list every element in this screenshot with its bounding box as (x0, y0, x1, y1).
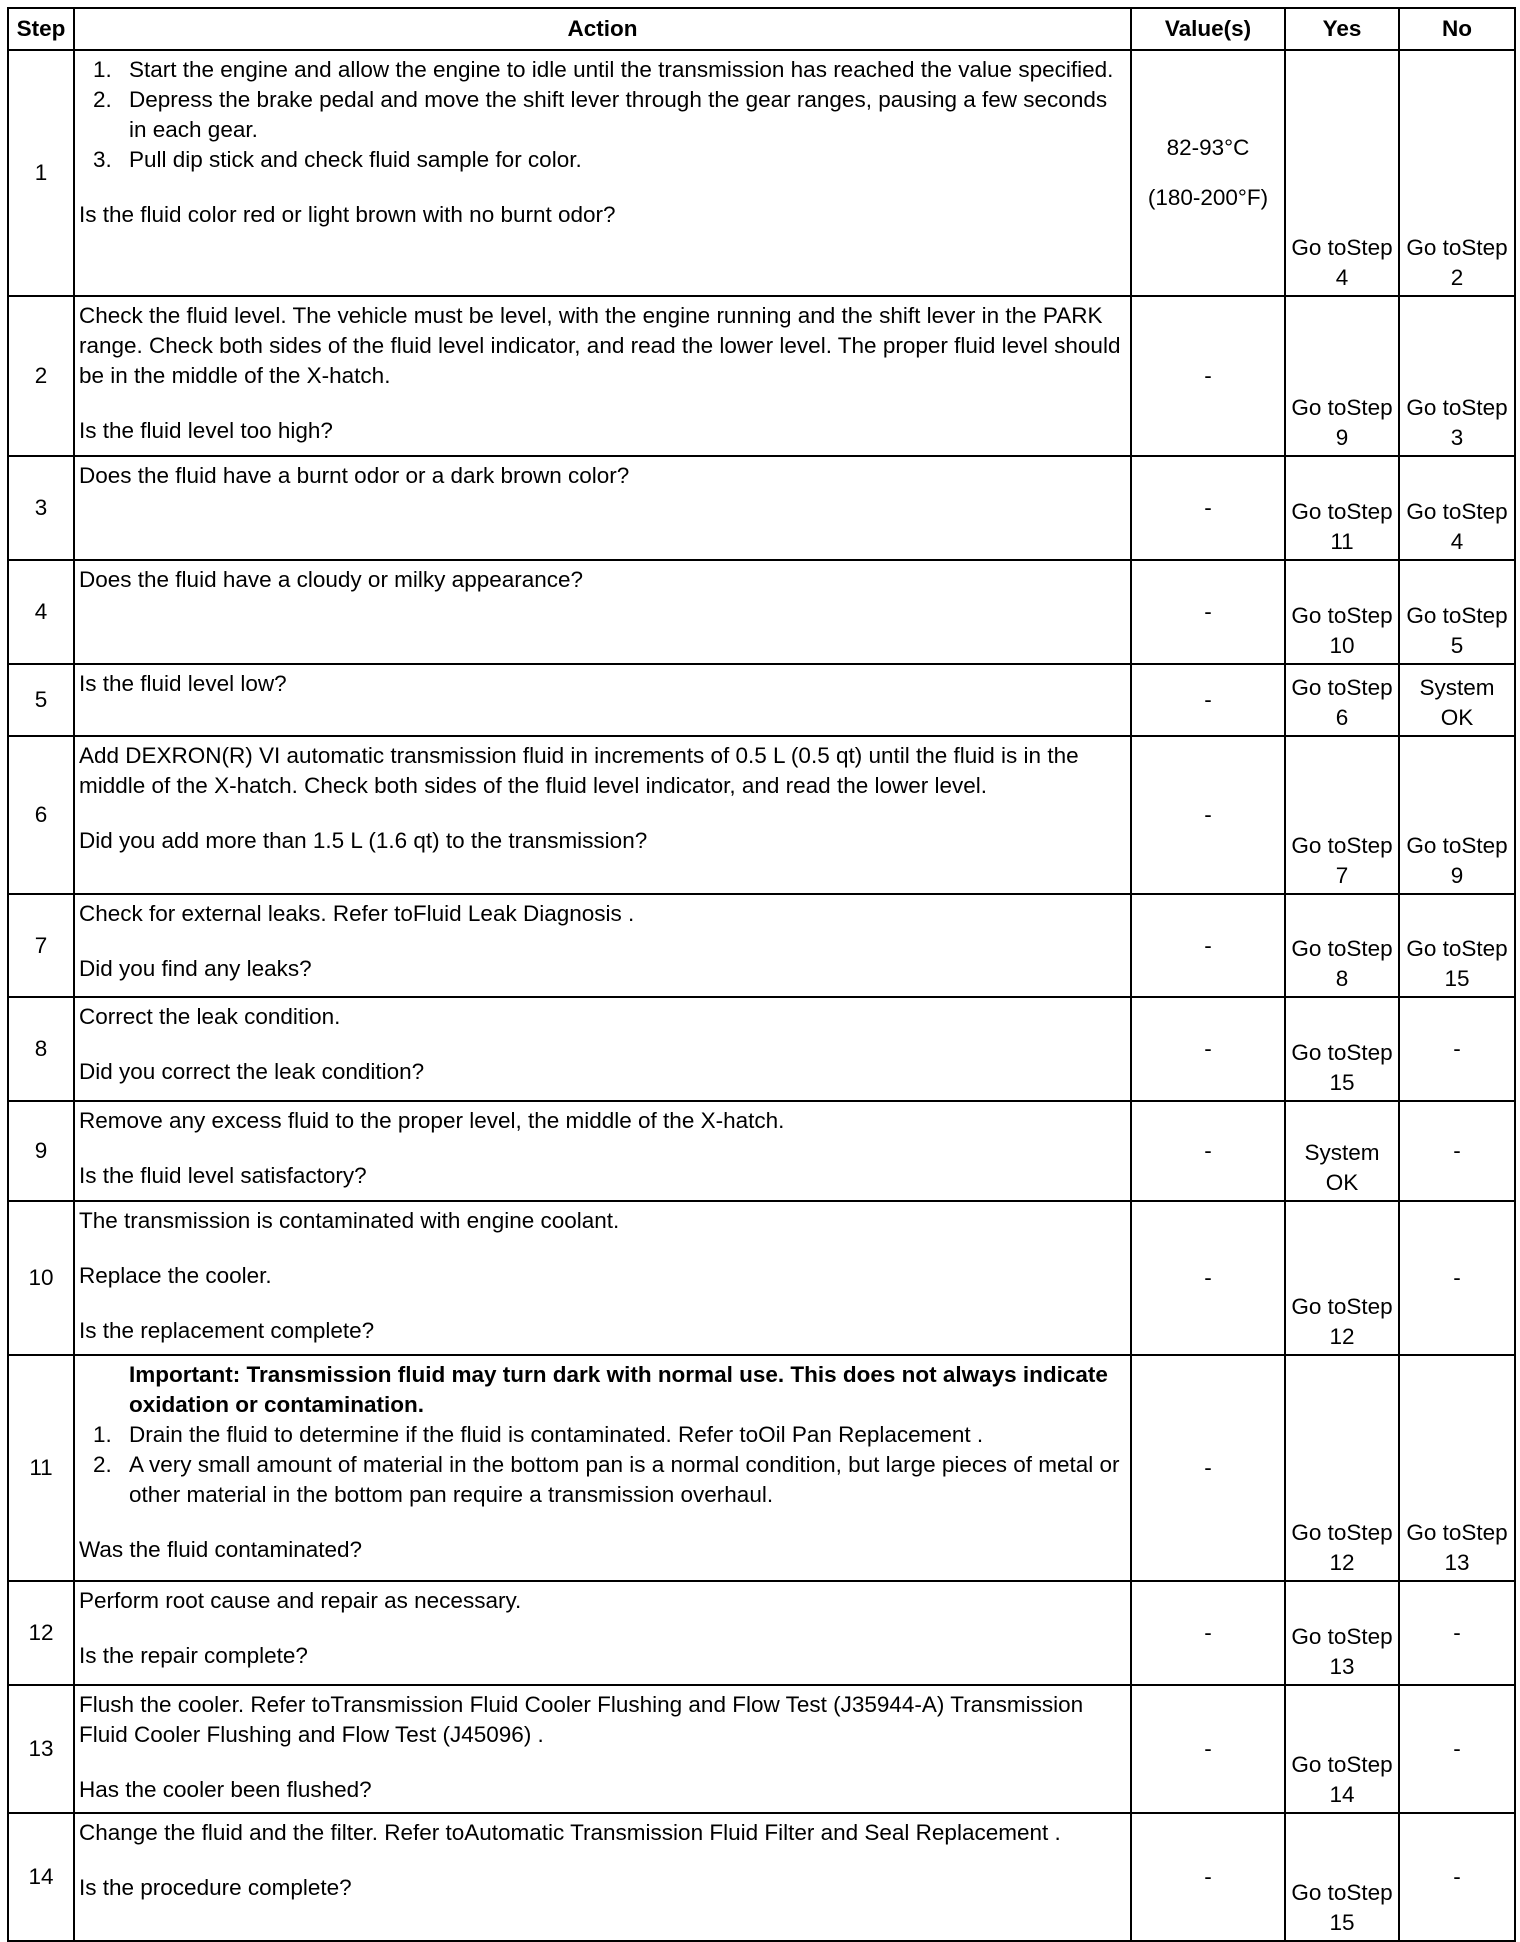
no-action: - (1399, 1101, 1515, 1201)
step-number: 6 (8, 736, 74, 894)
step-number: 13 (8, 1685, 74, 1813)
value-celsius: 82-93°C (1166, 135, 1250, 160)
action-cell (74, 1201, 1131, 1355)
table-row (8, 997, 1515, 1101)
list-item: 1. Drain the fluid to determine if the fluid is contaminated. Refer toOil Pan Replacement . (93, 1422, 984, 1447)
yes-action: Go toStep 14 (1285, 1685, 1399, 1813)
action-text: Remove any excess fluid to the proper level, the middle of the X-hatch. (79, 1108, 785, 1133)
header-yes: Yes (1285, 8, 1399, 50)
no-action: - (1399, 1201, 1515, 1355)
step-number: 4 (8, 560, 74, 664)
table-row (8, 1101, 1515, 1201)
action-text: Check for external leaks. Refer toFluid Leak Diagnosis . (79, 901, 635, 926)
action-text: The transmission is contaminated with engine coolant. (79, 1208, 620, 1233)
action-text: Add DEXRON(R) VI automatic transmission fluid in increments of 0.5 L (0.5 qt) until the fluid is in the middle of the X-hatch. Check both sides of the fluid level indicator, and read the lower level. (79, 743, 1079, 798)
header-step: Step (8, 8, 74, 50)
value-cell: - (1131, 456, 1285, 560)
question: Was the fluid contaminated? (79, 1537, 363, 1562)
diagnostic-table (7, 7, 1516, 1942)
yes-action: Go toStep 11 (1285, 456, 1399, 560)
action-cell (74, 1355, 1131, 1581)
question: Is the fluid level too high? (79, 418, 333, 443)
value-cell: - (1131, 997, 1285, 1101)
question: Did you correct the leak condition? (79, 1059, 425, 1084)
no-action: Go toStep 3 (1399, 296, 1515, 456)
action-list (79, 55, 1126, 175)
action-cell (74, 1685, 1131, 1813)
question: Did you find any leaks? (79, 956, 312, 981)
action-cell (74, 997, 1131, 1101)
yes-action: Go toStep 4 (1285, 50, 1399, 296)
list-item: 3. Pull dip stick and check fluid sample for color. (93, 147, 582, 172)
question: Is the fluid color red or light brown with no burnt odor? (79, 202, 616, 227)
action-text: Does the fluid have a burnt odor or a dark brown color? (79, 463, 630, 488)
header-no: No (1399, 8, 1515, 50)
value-cell: - (1131, 1201, 1285, 1355)
question: Is the replacement complete? (79, 1318, 375, 1343)
table-row (8, 894, 1515, 997)
step-number: 8 (8, 997, 74, 1101)
yes-action: Go toStep 15 (1285, 1813, 1399, 1941)
value-cell: - (1131, 1101, 1285, 1201)
no-action: Go toStep 13 (1399, 1355, 1515, 1581)
list-item: 1. Start the engine and allow the engine to idle until the transmission has reached the value specified. (93, 57, 1114, 82)
no-action: - (1399, 1685, 1515, 1813)
header-values: Value(s) (1131, 8, 1285, 50)
action-cell (74, 50, 1131, 296)
step-number: 11 (8, 1355, 74, 1581)
table-row (8, 296, 1515, 456)
yes-action: System OK (1285, 1101, 1399, 1201)
step-number: 10 (8, 1201, 74, 1355)
step-number: 14 (8, 1813, 74, 1941)
header-action: Action (74, 8, 1131, 50)
yes-action: Go toStep 12 (1285, 1355, 1399, 1581)
action-text: Does the fluid have a cloudy or milky appearance? (79, 567, 584, 592)
no-action: Go toStep 5 (1399, 560, 1515, 664)
step-number: 12 (8, 1581, 74, 1685)
action-cell (74, 456, 1131, 560)
important-note: Important: Transmission fluid may turn dark with normal use. This does not always indicate oxidation or contamination. (129, 1362, 1108, 1417)
yes-action: Go toStep 7 (1285, 736, 1399, 894)
no-action: - (1399, 1581, 1515, 1685)
header-row (8, 8, 1515, 50)
table-row (8, 1201, 1515, 1355)
no-action: Go toStep 9 (1399, 736, 1515, 894)
yes-action: Go toStep 15 (1285, 997, 1399, 1101)
value-cell: - (1131, 894, 1285, 997)
step-number: 5 (8, 664, 74, 736)
action-cell (74, 664, 1131, 736)
question: Is the procedure complete? (79, 1875, 352, 1900)
yes-action: Go toStep 6 (1285, 664, 1399, 736)
yes-action: Go toStep 8 (1285, 894, 1399, 997)
table-row (8, 1685, 1515, 1813)
action-cell (74, 296, 1131, 456)
action-cell (74, 736, 1131, 894)
table-row (8, 1355, 1515, 1581)
value-cell: - (1131, 1581, 1285, 1685)
step-number: 7 (8, 894, 74, 997)
yes-action: Go toStep 9 (1285, 296, 1399, 456)
no-action: - (1399, 997, 1515, 1101)
action-text: Replace the cooler. (79, 1263, 272, 1288)
action-cell (74, 1101, 1131, 1201)
yes-action: Go toStep 13 (1285, 1581, 1399, 1685)
step-number: 1 (8, 50, 74, 296)
value-cell: - (1131, 1813, 1285, 1941)
action-text: Flush the cooler. Refer toTransmission Fluid Cooler Flushing and Flow Test (J35944-A) Transmission Fluid Cooler Flushing and Flow Test (J45096) . (79, 1692, 1084, 1747)
table-row (8, 736, 1515, 894)
value-cell: - (1131, 296, 1285, 456)
action-cell (74, 1813, 1131, 1941)
action-text: Check the fluid level. The vehicle must be level, with the engine running and the shift lever in the PARK range. Check both sides of the fluid level indicator, and read the lower level. The proper fluid level should be in the middle of the X-hatch. (79, 303, 1121, 388)
yes-action: Go toStep 12 (1285, 1201, 1399, 1355)
action-cell (74, 894, 1131, 997)
no-action: Go toStep 15 (1399, 894, 1515, 997)
table-row (8, 664, 1515, 736)
action-text: Perform root cause and repair as necessary. (79, 1588, 522, 1613)
question: Is the fluid level satisfactory? (79, 1163, 367, 1188)
value-cell: - (1131, 664, 1285, 736)
table-row (8, 50, 1515, 296)
list-item: 2. A very small amount of material in the bottom pan is a normal condition, but large pieces of metal or other material in the bottom pan require a transmission overhaul. (93, 1452, 1120, 1507)
value-cell: - (1131, 1355, 1285, 1581)
question: Has the cooler been flushed? (79, 1777, 372, 1802)
action-cell (74, 560, 1131, 664)
no-action: - (1399, 1813, 1515, 1941)
no-action: Go toStep 2 (1399, 50, 1515, 296)
action-text: Change the fluid and the filter. Refer toAutomatic Transmission Fluid Filter and Seal Replacement . (79, 1820, 1061, 1845)
value-cell: - (1131, 560, 1285, 664)
no-action: System OK (1399, 664, 1515, 736)
action-text: Correct the leak condition. (79, 1004, 341, 1029)
step-number: 9 (8, 1101, 74, 1201)
question: Did you add more than 1.5 L (1.6 qt) to the transmission? (79, 828, 648, 853)
table-row (8, 456, 1515, 560)
action-cell (74, 1581, 1131, 1685)
list-item: 2. Depress the brake pedal and move the shift lever through the gear ranges, pausing a few seconds in each gear. (93, 87, 1108, 142)
table-row (8, 1813, 1515, 1941)
value-cell (1131, 50, 1285, 296)
step-number: 3 (8, 456, 74, 560)
question: Is the repair complete? (79, 1643, 308, 1668)
action-list (79, 1420, 1126, 1510)
no-action: Go toStep 4 (1399, 456, 1515, 560)
table-row (8, 1581, 1515, 1685)
table-row (8, 560, 1515, 664)
value-cell: - (1131, 1685, 1285, 1813)
value-cell: - (1131, 736, 1285, 894)
yes-action: Go toStep 10 (1285, 560, 1399, 664)
action-text: Is the fluid level low? (79, 671, 287, 696)
value-fahrenheit: (180-200°F) (1147, 185, 1269, 210)
step-number: 2 (8, 296, 74, 456)
